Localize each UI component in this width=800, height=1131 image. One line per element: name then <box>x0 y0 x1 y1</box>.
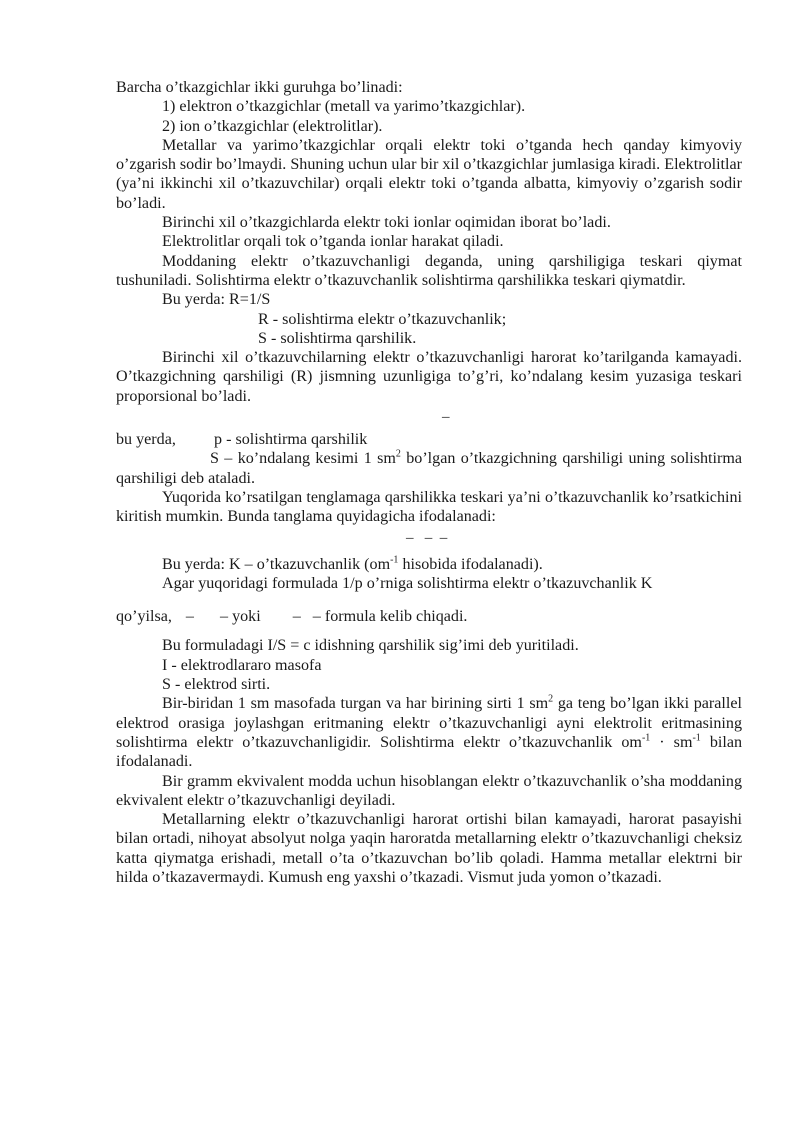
list-item-1: 1) elektron o’tkazgichlar (metall va yarimo’tkazgichlar). <box>162 98 526 116</box>
formula-line: Bu yerda: R=1/S <box>162 291 271 309</box>
paragraph-equation-intro: Yuqorida ko’rsatilgan tenglamaga qarshilikka teskari ya’ni o’tkazuvchanlik ko’rsatkichini kiritish mumkin. Bunda tanglama quyidagicha ifodalanadi: <box>116 488 742 526</box>
paragraph-metals-temperature: Metallarning elektr o’tkazuvchanligi harorat ortishi bilan kamayadi, harorat pasayishi bilan ortadi, nihoyat absolyut nolga yaqin haroratda metallarning elektr o’tkazuvchanligi cheksiz katta qiymatga erishadi, metall o’ta o’tkazuvchan bo’lib qoladi. Hamma metallar elektrni bir hilda o’tkazavermaydi. Kumush eng yaxshi o’tkazadi. Vismut juda yomon o’tkazadi. <box>116 811 742 886</box>
formula-3-dash4: – <box>312 608 321 626</box>
cross-section-sup: 2 <box>395 448 401 460</box>
intro-line: Barcha o’tkazgichlar ikki guruhga bo’linadi: <box>116 79 403 96</box>
paragraph-conductivity: Moddaning elektr o’tkazuvchanligi deganda, uning qarshiligiga teskari qiymat tushuniladi. Solishtirma elektr o’tkazuvchanlik solishtirma qarshilikka teskari qiymatdir. <box>116 252 742 289</box>
cross-section-a: S – ko’ndalang kesimi 1 sm <box>210 450 396 468</box>
formula-2 <box>116 527 742 551</box>
formula-3-b: yoki <box>232 608 261 626</box>
electrodes-sup3: -1 <box>692 732 701 744</box>
k-a: Bu yerda: K – o’tkazuvchanlik (om <box>162 555 391 573</box>
formula-3-line <box>116 607 742 626</box>
where-line <box>116 430 742 449</box>
formula-1-dash: – <box>442 409 450 426</box>
formula-3-dash1: – <box>185 608 194 626</box>
paragraph-metals: Metallar va yarimo’tkazgichlar orqali elektr toki o’tganda hech qanday kimyoviy o’zgarish sodir bo’lmaydi. Shuning uchun ular bir xil o’tkazgichlar jumlasiga kiradi. Elektrolitlar (ya’ni ikkinchi xil o’tkazuvchilar) orqali elektr toki o’tganda albatta, kimyoviy o’zgarish sodir bo’ladi. <box>116 136 742 212</box>
document-page <box>116 78 742 887</box>
formula-3-a: qo’yilsa, <box>116 608 172 626</box>
electrodes-c: · sm <box>650 733 693 751</box>
cross-section-b: bo’lgan o’tkazgichning qarshiligi uning solishtirma qarshiligi deb ataladi. <box>116 450 742 487</box>
paragraph-cell-constant: Bu formuladagi I/S = c idishning qarshilik sig’imi deb yuritiladi. <box>162 637 579 655</box>
formula-3-dash3: – <box>292 608 301 626</box>
where-label: bu yerda, <box>116 431 176 449</box>
definition-r: R - solishtirma elektr o’tkazuvchanlik; <box>258 310 507 328</box>
k-sup: -1 <box>390 554 399 566</box>
electrodes-sup: 2 <box>548 693 554 705</box>
paragraph-resistance: Birinchi xil o’tkazuvchilarning elektr o’tkazuvchanligi harorat ko’tarilganda kamayadi. O’tkazgichning qarshiligi (R) jismning uzunligiga to’g’ri, ko’ndalang kesim yuzasiga teskari proporsional bo’ladi. <box>116 349 742 405</box>
paragraph-electrolytes: Elektrolitlar orqali tok o’tganda ionlar harakat qiladi. <box>162 233 504 251</box>
paragraph-formula-replace: Agar yuqoridagi formulada 1/p o’rniga solishtirma elektr o’tkazuvchanlik K <box>162 574 653 592</box>
where-text: p - solishtirma qarshilik <box>214 431 368 449</box>
formula-3-dash2: – <box>219 608 229 626</box>
paragraph-cross-section <box>116 449 742 488</box>
formula-1 <box>116 406 742 430</box>
paragraph-electrodes <box>116 694 742 771</box>
electrodes-a: Bir-biridan 1 sm masofada turgan va har birining sirti 1 sm <box>162 695 549 713</box>
definition-i: I - elektrodlararo masofa <box>162 656 322 674</box>
formula-3-c: formula kelib chiqadi. <box>324 608 468 626</box>
list-item-2: 2) ion o’tkazgichlar (elektrolitlar). <box>162 117 383 135</box>
paragraph-first-kind: Birinchi xil o’tkazgichlarda elektr toki ionlar oqimidan iborat bo’ladi. <box>162 214 611 232</box>
electrodes-b: ga teng bo’lgan ikki parallel elektrod orasiga joylashgan eritmaning elektr o’tkazuvchanligi ayni elektrolit eritmasining solishtirma elektr o’tkazuvchanligidir. Solishtirma elektr o’tkazuvchanlik om <box>116 695 742 751</box>
definition-s2: S - elektrod sirti. <box>162 676 271 694</box>
electrodes-sup2: -1 <box>641 732 651 744</box>
k-b: hisobida ifodalanadi). <box>398 555 543 573</box>
formula-2-dashes: – – – <box>406 529 448 546</box>
electrodes-d: bilan ifodalanadi. <box>116 733 743 771</box>
paragraph-equivalent: Bir gramm ekvivalent modda uchun hisoblangan elektr o’tkazuvchanlik o’sha moddaning ekvivalent elektr o’tkazuvchanligi deyiladi. <box>116 772 742 809</box>
definition-s: S - solishtirma qarshilik. <box>258 329 417 347</box>
paragraph-k <box>116 555 742 574</box>
